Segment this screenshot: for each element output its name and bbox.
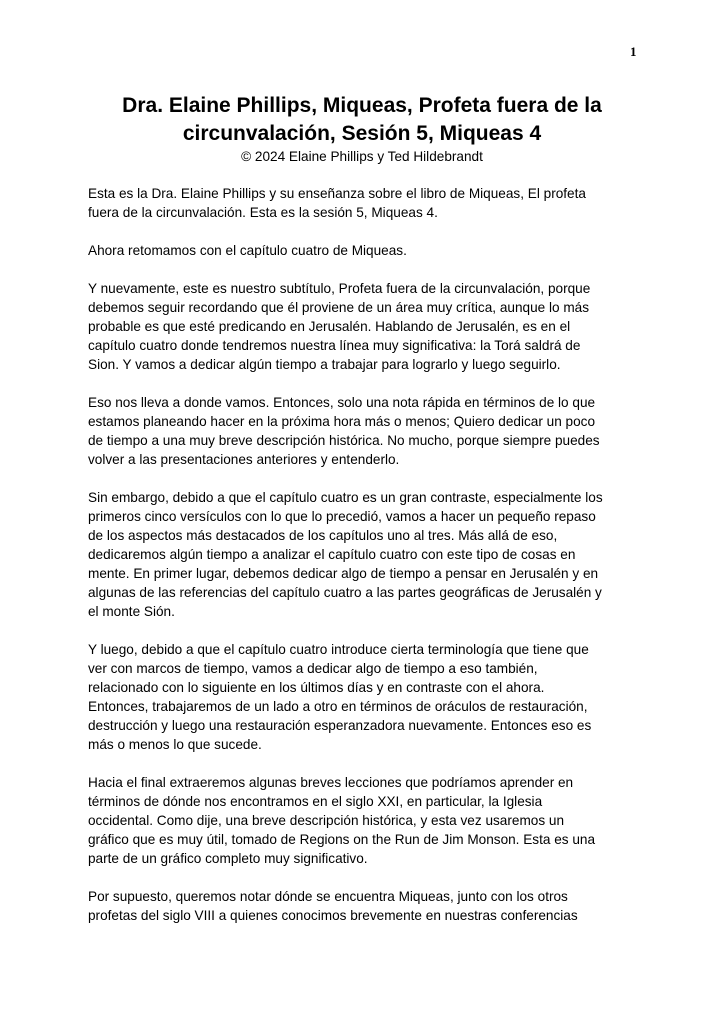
body-paragraph bbox=[88, 773, 648, 868]
document-title bbox=[0, 92, 724, 148]
paragraph-line: probable es que esté predicando en Jerusalén. Hablando de Jerusalén, es en el bbox=[88, 319, 571, 334]
paragraph-line: profetas del siglo VIII a quienes conocimos brevemente en nuestras conferencias bbox=[88, 908, 578, 923]
paragraph-line: parte de un gráfico completo muy significativo. bbox=[88, 851, 368, 866]
paragraph-line: ver con marcos de tiempo, vamos a dedicar algo de tiempo a eso también, bbox=[88, 661, 538, 676]
paragraph-line: debemos seguir recordando que él proviene de un área muy crítica, aunque lo más bbox=[88, 300, 590, 315]
paragraph-line: mente. En primer lugar, debemos dedicar algo de tiempo a pensar en Jerusalén y en bbox=[88, 566, 599, 581]
body-paragraph bbox=[88, 184, 648, 222]
paragraph-line: volver a las presentaciones anteriores y entenderlo. bbox=[88, 452, 400, 467]
document-header bbox=[0, 92, 724, 166]
paragraph-line: relacionado con lo siguiente en los últimos días y en contraste con el ahora. bbox=[88, 680, 545, 695]
paragraph-line: Por supuesto, queremos notar dónde se encuentra Miqueas, junto con los otros bbox=[88, 889, 568, 904]
paragraph-line: Sion. Y vamos a dedicar algún tiempo a trabajar para lograrlo y luego seguirlo. bbox=[88, 357, 561, 372]
paragraph-line: Y nuevamente, este es nuestro subtítulo, Profeta fuera de la circunvalación, porque bbox=[88, 281, 591, 296]
paragraph-line: Esta es la Dra. Elaine Phillips y su enseñanza sobre el libro de Miqueas, El profeta bbox=[88, 186, 586, 201]
body-paragraph bbox=[88, 393, 648, 469]
paragraph-line: de los aspectos más destacados de los capítulos uno al tres. Más allá de eso, bbox=[88, 528, 558, 543]
page-number: 1 bbox=[630, 44, 637, 59]
paragraph-line: Y luego, debido a que el capítulo cuatro introduce cierta terminología que tiene que bbox=[88, 642, 589, 657]
title-line: Dra. Elaine Phillips, Miqueas, Profeta fuera de la bbox=[122, 94, 602, 117]
body-paragraph bbox=[88, 241, 648, 260]
paragraph-line: dedicaremos algún tiempo a analizar el capítulo cuatro con este tipo de cosas en bbox=[88, 547, 576, 562]
paragraph-line: el monte Sión. bbox=[88, 604, 175, 619]
body-paragraph bbox=[88, 488, 648, 621]
body-paragraph bbox=[88, 887, 648, 925]
paragraph-line: Ahora retomamos con el capítulo cuatro de Miqueas. bbox=[88, 243, 407, 258]
document-body bbox=[88, 184, 648, 944]
title-line: circunvalación, Sesión 5, Miqueas 4 bbox=[182, 122, 542, 145]
paragraph-line: estamos planeando hacer en la próxima hora más o menos; Quiero dedicar un poco bbox=[88, 414, 596, 429]
paragraph-line: de tiempo a una muy breve descripción histórica. No mucho, porque siempre puedes bbox=[88, 433, 600, 448]
paragraph-line: Sin embargo, debido a que el capítulo cuatro es un gran contraste, especialmente los bbox=[88, 490, 603, 505]
paragraph-line: fuera de la circunvalación. Esta es la sesión 5, Miqueas 4. bbox=[88, 205, 438, 220]
paragraph-line: Hacia el final extraeremos algunas breves lecciones que podríamos aprender en bbox=[88, 775, 574, 790]
body-paragraph bbox=[88, 279, 648, 374]
paragraph-line: capítulo cuatro donde tendremos nuestra línea muy significativa: la Torá saldrá de bbox=[88, 338, 581, 353]
body-paragraph bbox=[88, 640, 648, 754]
copyright-line: © 2024 Elaine Phillips y Ted Hildebrandt bbox=[241, 149, 483, 164]
paragraph-line: occidental. Como dije, una breve descripción histórica, y esta vez usaremos un bbox=[88, 813, 565, 828]
paragraph-line: gráfico que es muy útil, tomado de Regions on the Run de Jim Monson. Esta es una bbox=[88, 832, 596, 847]
paragraph-line: algunas de las referencias del capítulo cuatro a las partes geográficas de Jerusalén y bbox=[88, 585, 602, 600]
paragraph-line: más o menos lo que sucede. bbox=[88, 737, 262, 752]
paragraph-line: destrucción y luego una restauración esperanzadora nuevamente. Entonces eso es bbox=[88, 718, 592, 733]
paragraph-line: Entonces, trabajaremos de un lado a otro en términos de oráculos de restauración, bbox=[88, 699, 588, 714]
paragraph-line: términos de dónde nos encontramos en el siglo XXI, en particular, la Iglesia bbox=[88, 794, 543, 809]
paragraph-line: Eso nos lleva a donde vamos. Entonces, solo una nota rápida en términos de lo que bbox=[88, 395, 596, 410]
paragraph-line: primeros cinco versículos con lo que lo precedió, vamos a hacer un pequeño repaso bbox=[88, 509, 596, 524]
